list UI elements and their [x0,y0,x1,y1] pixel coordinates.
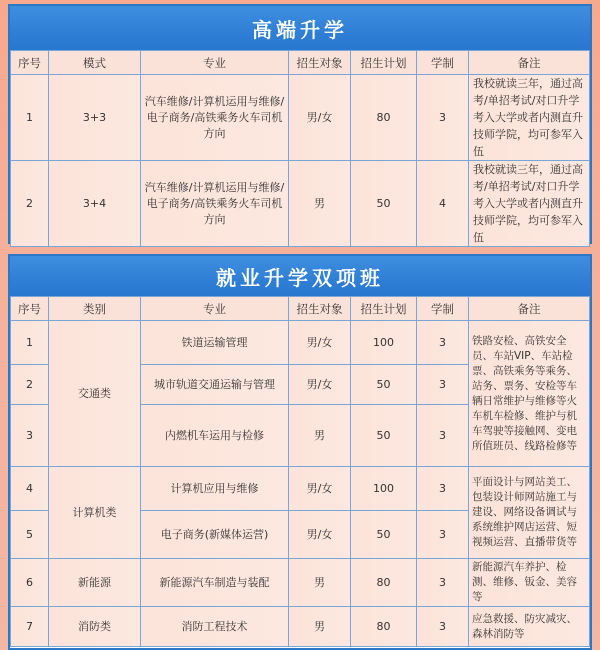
note-newenergy: 新能源汽车养护、检测、维修、钣金、美容等 [469,559,590,607]
row-no: 2 [11,365,49,405]
category-computer: 计算机类 [49,467,141,559]
row-target: 男/女 [289,511,351,559]
row-no: 5 [11,511,49,559]
row-no: 6 [11,559,49,607]
row-target: 男 [289,161,351,247]
row-target: 男/女 [289,467,351,511]
row-major: 消防工程技术 [141,607,289,647]
section-high-end-admission [8,4,592,244]
note-traffic: 铁路安检、高铁安全员、车站VIP、车站检票、高铁乘务等乘务、站务、票务、安检等车辆日常维护与维修等火车机车检修、维护与机车驾驶等接触网、变电所值班员、线路检修等 [469,321,590,467]
category-traffic: 交通类 [49,321,141,467]
row-major: 新能源汽车制造与装配 [141,559,289,607]
row-target: 男 [289,405,351,467]
header-major: 专业 [141,297,289,321]
section2-table [10,296,590,647]
row-no: 7 [11,607,49,647]
row-major: 内燃机车运用与检修 [141,405,289,467]
header-plan: 招生计划 [351,297,417,321]
row-years: 3 [417,75,469,161]
table-row [11,161,590,247]
table-row [11,607,590,647]
header-plan: 招生计划 [351,51,417,75]
header-no: 序号 [11,297,49,321]
row-mode: 3+4 [49,161,141,247]
row-years: 3 [417,511,469,559]
row-plan: 100 [351,467,417,511]
row-no: 1 [11,321,49,365]
row-target: 男/女 [289,321,351,365]
header-category: 类别 [49,297,141,321]
row-major: 铁道运输管理 [141,321,289,365]
row-major: 汽车维修/计算机运用与维修/电子商务/高铁乘务火车司机方向 [141,75,289,161]
note-computer: 平面设计与网站美工、包装设计师网站施工与建设、网络设备调试与系统维护网店运营、短视频运营、直播带货等 [469,467,590,559]
row-note: 我校就读三年，通过高考/单招考试/对口升学考入大学或者内测直升技师学院，均可参军入伍 [469,161,590,247]
note-fire: 应急救援、防灾减灾、森林消防等 [469,607,590,647]
row-major: 汽车维修/计算机运用与维修/电子商务/高铁乘务火车司机方向 [141,161,289,247]
row-plan: 50 [351,511,417,559]
row-plan: 100 [351,321,417,365]
row-major: 电子商务(新媒体运营) [141,511,289,559]
row-major: 计算机应用与维修 [141,467,289,511]
row-target: 男 [289,559,351,607]
row-major: 城市轨道交通运输与管理 [141,365,289,405]
header-years: 学制 [417,51,469,75]
row-mode: 3+3 [49,75,141,161]
row-years: 3 [417,559,469,607]
row-plan: 80 [351,607,417,647]
row-no: 2 [11,161,49,247]
section1-title: 高端升学 [10,6,590,50]
row-plan: 80 [351,75,417,161]
row-plan: 50 [351,365,417,405]
row-no: 4 [11,467,49,511]
table-row [11,559,590,607]
row-years: 3 [417,405,469,467]
row-years: 3 [417,607,469,647]
header-years: 学制 [417,297,469,321]
row-target: 男 [289,607,351,647]
section1-table [10,50,590,247]
row-plan: 50 [351,405,417,467]
row-plan: 50 [351,161,417,247]
row-years: 4 [417,161,469,247]
header-major: 专业 [141,51,289,75]
table-row [11,321,590,365]
header-target: 招生对象 [289,297,351,321]
section2-title: 就业升学双项班 [10,256,590,296]
header-note: 备注 [469,51,590,75]
category-fire: 消防类 [49,607,141,647]
row-no: 3 [11,405,49,467]
table-row [11,75,590,161]
row-no: 1 [11,75,49,161]
row-target: 男/女 [289,365,351,405]
row-years: 3 [417,321,469,365]
category-newenergy: 新能源 [49,559,141,607]
header-note: 备注 [469,297,590,321]
table-row [11,467,590,511]
row-years: 3 [417,467,469,511]
section-employment-dual-track [8,254,592,650]
row-target: 男/女 [289,75,351,161]
header-target: 招生对象 [289,51,351,75]
row-years: 3 [417,365,469,405]
header-no: 序号 [11,51,49,75]
row-note: 我校就读三年，通过高考/单招考试/对口升学考入大学或者内测直升技师学院，均可参军入伍 [469,75,590,161]
row-plan: 80 [351,559,417,607]
header-mode: 模式 [49,51,141,75]
